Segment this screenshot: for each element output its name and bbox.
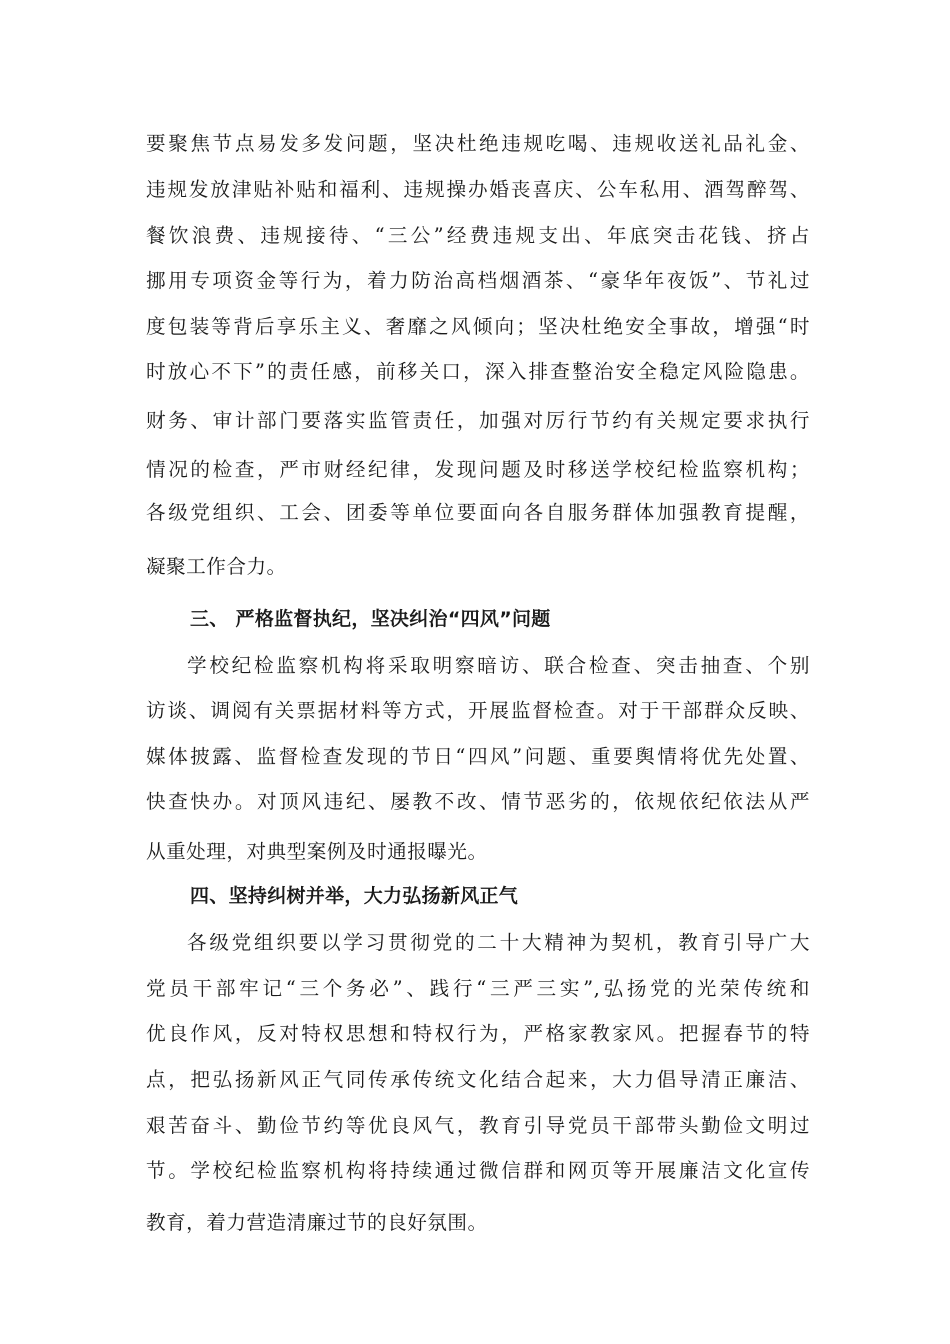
text-line: 优良作风，反对特权思想和特权行为，严格家教家风。把握春节的特	[146, 1022, 810, 1045]
text-line: 财务、审计部门要落实监管责任，加强对厉行节约有关规定要求执行	[146, 409, 810, 432]
text-line: 党员干部牢记“三个务必”、践行“三严三实”,弘扬党的光荣传统和	[146, 977, 810, 1000]
text-line: 情况的检查，严市财经纪律，发现问题及时移送学校纪检监察机构；	[146, 458, 810, 481]
text-line: 各级党组织、工会、团委等单位要面向各自服务群体加强教育提醒，	[146, 501, 810, 524]
text-line: 从重处理，对典型案例及时通报曝光。	[146, 840, 488, 863]
section-heading-3: 三、 严格监督执纪，坚决纠治“四风”问题	[190, 608, 551, 630]
text-line: 挪用专项资金等行为，着力防治高档烟酒茶、“豪华年夜饭”、节礼过	[146, 269, 810, 292]
text-line: 时放心不下”的责任感，前移关口，深入排查整治安全稳定风险隐患。	[146, 360, 810, 383]
text-line: 快查快办。对顶风违纪、屡教不改、情节恶劣的，依规依纪依法从严	[146, 790, 810, 813]
text-line: 要聚焦节点易发多发问题，坚决杜绝违规吃喝、违规收送礼品礼金、	[146, 132, 810, 155]
text-line: 访谈、调阅有关票据材料等方式，开展监督检查。对于干部群众反映、	[146, 699, 810, 722]
text-line: 点，把弘扬新风正气同传承传统文化结合起来，大力倡导清正廉洁、	[146, 1068, 810, 1091]
section-heading-4: 四、坚持纠树并举，大力弘扬新风正气	[190, 885, 519, 907]
text-line: 餐饮浪费、违规接待、“三公”经费违规支出、年底突击花钱、挤占	[146, 224, 810, 247]
text-line: 教育，着力营造清廉过节的良好氛围。	[146, 1211, 488, 1234]
text-line: 违规发放津贴补贴和福利、违规操办婚丧喜庆、公车私用、酒驾醉驾、	[146, 178, 810, 201]
text-line: 媒体披露、监督检查发现的节日“四风”问题、重要舆情将优先处置、	[146, 745, 810, 768]
text-line: 凝聚工作合力。	[146, 555, 287, 578]
text-line: 学校纪检监察机构将采取明察暗访、联合检查、突击抽查、个别	[187, 654, 810, 677]
text-line: 各级党组织要以学习贯彻党的二十大精神为契机，教育引导广大	[187, 931, 810, 954]
text-line: 节。学校纪检监察机构将持续通过微信群和网页等开展廉洁文化宣传	[146, 1159, 810, 1182]
text-line: 艰苦奋斗、勤俭节约等优良风气，教育引导党员干部带头勤俭文明过	[146, 1114, 810, 1137]
text-line: 度包装等背后享乐主义、奢靡之风倾向；坚决杜绝安全事故，增强“时	[146, 315, 810, 338]
